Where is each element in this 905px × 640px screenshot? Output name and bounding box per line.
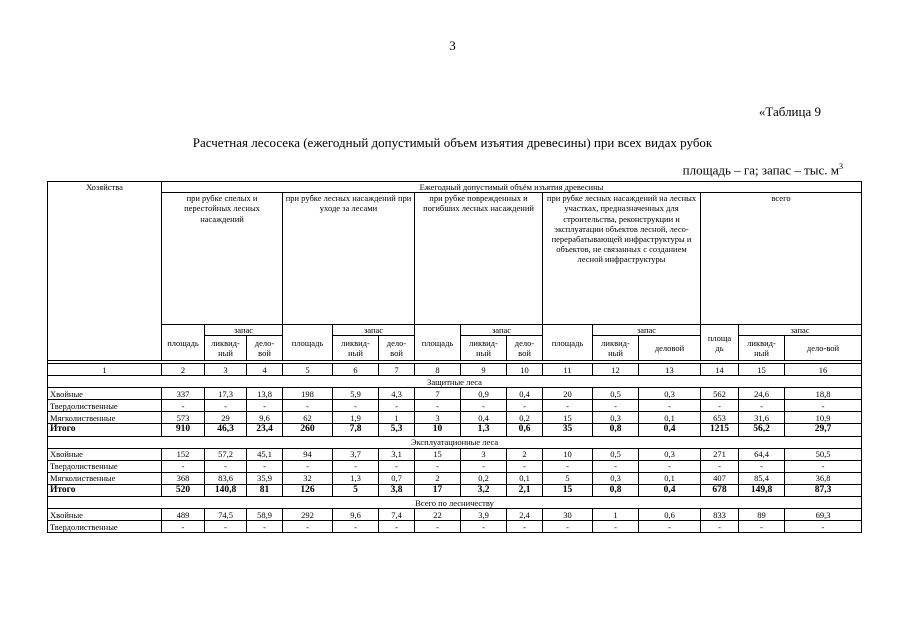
cell-value: - <box>283 521 333 533</box>
cell-value: 24,6 <box>739 388 785 400</box>
cell-value: 7 <box>415 388 461 400</box>
header-liquid: ликвид-ный <box>333 336 379 361</box>
cell-value: 3 <box>461 448 507 460</box>
cell-value: 1215 <box>701 424 739 436</box>
header-liquid: ликвид-ный <box>205 336 247 361</box>
cell-value: 0,5 <box>593 448 639 460</box>
cell-value: 36,8 <box>785 472 862 484</box>
cell-value: 10 <box>543 448 593 460</box>
cell-value: 64,4 <box>739 448 785 460</box>
cell-value: 5,9 <box>333 388 379 400</box>
cell-value: 0,6 <box>639 509 701 521</box>
cell-value: - <box>543 400 593 412</box>
column-number: 13 <box>639 364 701 376</box>
cell-value: - <box>162 400 205 412</box>
section-title: Эксплуатационные леса <box>48 436 862 448</box>
total-row <box>48 424 862 436</box>
cell-value: 2,1 <box>507 484 543 496</box>
table-row <box>48 509 862 521</box>
cell-value: - <box>701 400 739 412</box>
cell-value: - <box>701 460 739 472</box>
cell-value: 489 <box>162 509 205 521</box>
cell-value: 0,4 <box>639 484 701 496</box>
cell-value: 368 <box>162 472 205 484</box>
cell-value: - <box>739 521 785 533</box>
cell-value: 17,3 <box>205 388 247 400</box>
cell-value: - <box>639 460 701 472</box>
cell-value: 62 <box>283 412 333 424</box>
table-row <box>48 388 862 400</box>
cell-value: - <box>247 460 283 472</box>
cell-value: 126 <box>283 484 333 496</box>
cell-value: - <box>461 460 507 472</box>
header-group-total: всего <box>701 193 862 325</box>
table-row <box>48 472 862 484</box>
column-number: 14 <box>701 364 739 376</box>
header-business: дело-вой <box>379 336 415 361</box>
header-group-mature: при рубке спелых и перестойных лесных насаждений <box>162 193 283 325</box>
cell-value: 260 <box>283 424 333 436</box>
cell-value: 833 <box>701 509 739 521</box>
cell-value: 0,4 <box>507 388 543 400</box>
cell-value: 678 <box>701 484 739 496</box>
cell-value: 407 <box>701 472 739 484</box>
cell-value: - <box>739 400 785 412</box>
cell-value: 85,4 <box>739 472 785 484</box>
column-number: 5 <box>283 364 333 376</box>
header-business: дело-вой <box>785 336 862 361</box>
cell-value: 94 <box>283 448 333 460</box>
cell-value: 35,9 <box>247 472 283 484</box>
cell-value: 337 <box>162 388 205 400</box>
cell-value: 0,8 <box>593 424 639 436</box>
row-name: Хвойные <box>48 509 162 521</box>
table-row <box>48 460 862 472</box>
column-number: 9 <box>461 364 507 376</box>
units-text: площадь – га; запас – тыс. м <box>682 162 839 178</box>
section-title: Всего по лесничеству <box>48 497 862 509</box>
section-title-row <box>48 376 862 388</box>
cell-value: 0,1 <box>507 472 543 484</box>
column-number: 11 <box>543 364 593 376</box>
cell-value: - <box>593 460 639 472</box>
header-farms: Хозяйства <box>48 182 162 361</box>
column-number: 7 <box>379 364 415 376</box>
cell-value: 45,1 <box>247 448 283 460</box>
cell-value: - <box>543 460 593 472</box>
cell-value: 20 <box>543 388 593 400</box>
cell-value: 0,8 <box>593 484 639 496</box>
cell-value: - <box>507 521 543 533</box>
cell-value: 0,5 <box>593 388 639 400</box>
column-number: 8 <box>415 364 461 376</box>
cell-value: - <box>785 521 862 533</box>
cell-value: 30 <box>543 509 593 521</box>
cell-value: 13,8 <box>247 388 283 400</box>
cell-value: - <box>379 460 415 472</box>
cell-value: 18,8 <box>785 388 862 400</box>
cell-value: 35 <box>543 424 593 436</box>
cell-value: 56,2 <box>739 424 785 436</box>
header-main: Ежегодный допустимый объём изъятия древесины <box>162 182 862 193</box>
cell-value: 7,4 <box>379 509 415 521</box>
cell-value: 15 <box>543 412 593 424</box>
cell-value: 0,2 <box>461 472 507 484</box>
cell-value: 3,8 <box>379 484 415 496</box>
cell-value: 7,8 <box>333 424 379 436</box>
cell-value: 0,6 <box>507 424 543 436</box>
cell-value: - <box>415 460 461 472</box>
cell-value: - <box>461 521 507 533</box>
cell-value: 74,5 <box>205 509 247 521</box>
row-name: Твердолиственные <box>48 400 162 412</box>
cell-value: 0,3 <box>639 388 701 400</box>
cell-value: - <box>162 460 205 472</box>
cell-value: 140,8 <box>205 484 247 496</box>
row-name: Мягколиственные <box>48 472 162 484</box>
cell-value: 29,7 <box>785 424 862 436</box>
cell-value: 9,6 <box>247 412 283 424</box>
cell-value: 50,5 <box>785 448 862 460</box>
cell-value: 57,2 <box>205 448 247 460</box>
header-group-construction: при рубке лесных насаждений на лесных участках, предназначенных для строительства, реконструкции и эксплуатации объектов лесной, лесо-перерабатывающей инфраструктуры и объектов, не связанных с созданием лесной инфраструктуры <box>543 193 701 325</box>
column-number: 16 <box>785 364 862 376</box>
cell-value: - <box>593 400 639 412</box>
header-liquid: ликвид-ный <box>739 336 785 361</box>
cell-value: 152 <box>162 448 205 460</box>
row-name: Твердолиственные <box>48 521 162 533</box>
cell-value: 1,3 <box>333 472 379 484</box>
cell-value: - <box>247 400 283 412</box>
header-business: дело-вой <box>247 336 283 361</box>
header-stock: запас <box>739 325 862 336</box>
cell-value: - <box>379 400 415 412</box>
row-name: Мягколиственные <box>48 412 162 424</box>
header-stock: запас <box>333 325 415 336</box>
cell-value: - <box>785 460 862 472</box>
cell-value: - <box>283 460 333 472</box>
cell-value: 29 <box>205 412 247 424</box>
cell-value: 653 <box>701 412 739 424</box>
cell-value: 0,7 <box>379 472 415 484</box>
cell-value: - <box>701 521 739 533</box>
cell-value: - <box>507 460 543 472</box>
header-area: площадь <box>162 325 205 361</box>
cell-value: 31,6 <box>739 412 785 424</box>
header-liquid: ликвид-ный <box>593 336 639 361</box>
cell-value: 198 <box>283 388 333 400</box>
cell-value: 69,3 <box>785 509 862 521</box>
cell-value: 87,3 <box>785 484 862 496</box>
header-stock: запас <box>461 325 543 336</box>
cell-value: 32 <box>283 472 333 484</box>
cell-value: - <box>283 400 333 412</box>
section-title-row <box>48 497 862 509</box>
cell-value: 5,3 <box>379 424 415 436</box>
column-number: 10 <box>507 364 543 376</box>
cell-value: 910 <box>162 424 205 436</box>
cell-value: 3,7 <box>333 448 379 460</box>
cell-value: 0,9 <box>461 388 507 400</box>
cell-value: - <box>333 400 379 412</box>
cell-value: - <box>593 521 639 533</box>
header-liquid: ликвид-ный <box>461 336 507 361</box>
allowable-cut-table <box>47 181 862 533</box>
row-name: Итого <box>48 484 162 496</box>
cell-value: - <box>507 400 543 412</box>
column-number: 6 <box>333 364 379 376</box>
table-row <box>48 448 862 460</box>
column-number: 12 <box>593 364 639 376</box>
column-number: 1 <box>48 364 162 376</box>
cell-value: 0,3 <box>593 472 639 484</box>
cell-value: 573 <box>162 412 205 424</box>
cell-value: - <box>205 460 247 472</box>
cell-value: 4,3 <box>379 388 415 400</box>
cell-value: 0,4 <box>639 424 701 436</box>
cell-value: 3 <box>415 412 461 424</box>
cell-value: 1,9 <box>333 412 379 424</box>
row-name: Итого <box>48 424 162 436</box>
cell-value: 1,3 <box>461 424 507 436</box>
cell-value: 3,9 <box>461 509 507 521</box>
section-title: Защитные леса <box>48 376 862 388</box>
cell-value: 81 <box>247 484 283 496</box>
header-area-total: площа дь <box>701 325 739 361</box>
cell-value: 89 <box>739 509 785 521</box>
cell-value: 0,3 <box>639 448 701 460</box>
header-group-damaged: при рубке поврежденных и погибших лесных насаждений <box>415 193 543 325</box>
cell-value: 22 <box>415 509 461 521</box>
cell-value: - <box>205 400 247 412</box>
cell-value: - <box>543 521 593 533</box>
cell-value: - <box>639 400 701 412</box>
cell-value: 292 <box>283 509 333 521</box>
cell-value: 0,2 <box>507 412 543 424</box>
total-row <box>48 484 862 496</box>
column-number: 15 <box>739 364 785 376</box>
header-stock: запас <box>205 325 283 336</box>
table-row <box>48 412 862 424</box>
cell-value: 520 <box>162 484 205 496</box>
cell-value: - <box>739 460 785 472</box>
column-number: 4 <box>247 364 283 376</box>
document-title: Расчетная лесосека (ежегодный допустимый объем изъятия древесины) при всех видах рубок <box>192 135 713 150</box>
column-numbers-row <box>48 364 862 376</box>
cell-value: 5 <box>543 472 593 484</box>
cell-value: 10,9 <box>785 412 862 424</box>
cell-value: 46,3 <box>205 424 247 436</box>
cell-value: - <box>333 521 379 533</box>
cell-value: 58,9 <box>247 509 283 521</box>
section-title-row <box>48 436 862 448</box>
cell-value: 1 <box>593 509 639 521</box>
header-business: дело-вой <box>507 336 543 361</box>
cell-value: 0,4 <box>461 412 507 424</box>
table-label: «Таблица 9 <box>758 104 821 119</box>
row-name: Хвойные <box>48 388 162 400</box>
cell-value: 23,4 <box>247 424 283 436</box>
cell-value: 149,8 <box>739 484 785 496</box>
cell-value: - <box>639 521 701 533</box>
cell-value: - <box>461 400 507 412</box>
cell-value: - <box>785 400 862 412</box>
cell-value: 562 <box>701 388 739 400</box>
cell-value: 2 <box>415 472 461 484</box>
cell-value: 10 <box>415 424 461 436</box>
cell-value: 0,1 <box>639 412 701 424</box>
cell-value: 15 <box>415 448 461 460</box>
cell-value: 1 <box>379 412 415 424</box>
cell-value: 3,2 <box>461 484 507 496</box>
table-body <box>48 376 862 533</box>
column-number: 2 <box>162 364 205 376</box>
table-row <box>48 521 862 533</box>
cell-value: 271 <box>701 448 739 460</box>
table-row <box>48 400 862 412</box>
cell-value: - <box>379 521 415 533</box>
header-area: площадь <box>283 325 333 361</box>
cell-value: - <box>333 460 379 472</box>
row-name: Хвойные <box>48 448 162 460</box>
units-superscript: 3 <box>839 162 843 171</box>
cell-value: - <box>415 400 461 412</box>
header-group-thinning: при рубке лесных насаждений при уходе за лесами <box>283 193 415 325</box>
cell-value: 83,6 <box>205 472 247 484</box>
cell-value: - <box>247 521 283 533</box>
header-area: площадь <box>415 325 461 361</box>
header-area: площадь <box>543 325 593 361</box>
page-number: 3 <box>449 38 456 53</box>
header-business-full: деловой <box>639 336 701 361</box>
column-number: 3 <box>205 364 247 376</box>
cell-value: 5 <box>333 484 379 496</box>
cell-value: 2 <box>507 448 543 460</box>
cell-value: 0,3 <box>593 412 639 424</box>
units-note <box>683 162 843 178</box>
cell-value: 0,1 <box>639 472 701 484</box>
cell-value: 15 <box>543 484 593 496</box>
cell-value: - <box>162 521 205 533</box>
cell-value: 3,1 <box>379 448 415 460</box>
cell-value: 17 <box>415 484 461 496</box>
cell-value: - <box>415 521 461 533</box>
cell-value: 9,6 <box>333 509 379 521</box>
header-stock: запас <box>593 325 701 336</box>
row-name: Твердолиственные <box>48 460 162 472</box>
cell-value: 2,4 <box>507 509 543 521</box>
cell-value: - <box>205 521 247 533</box>
